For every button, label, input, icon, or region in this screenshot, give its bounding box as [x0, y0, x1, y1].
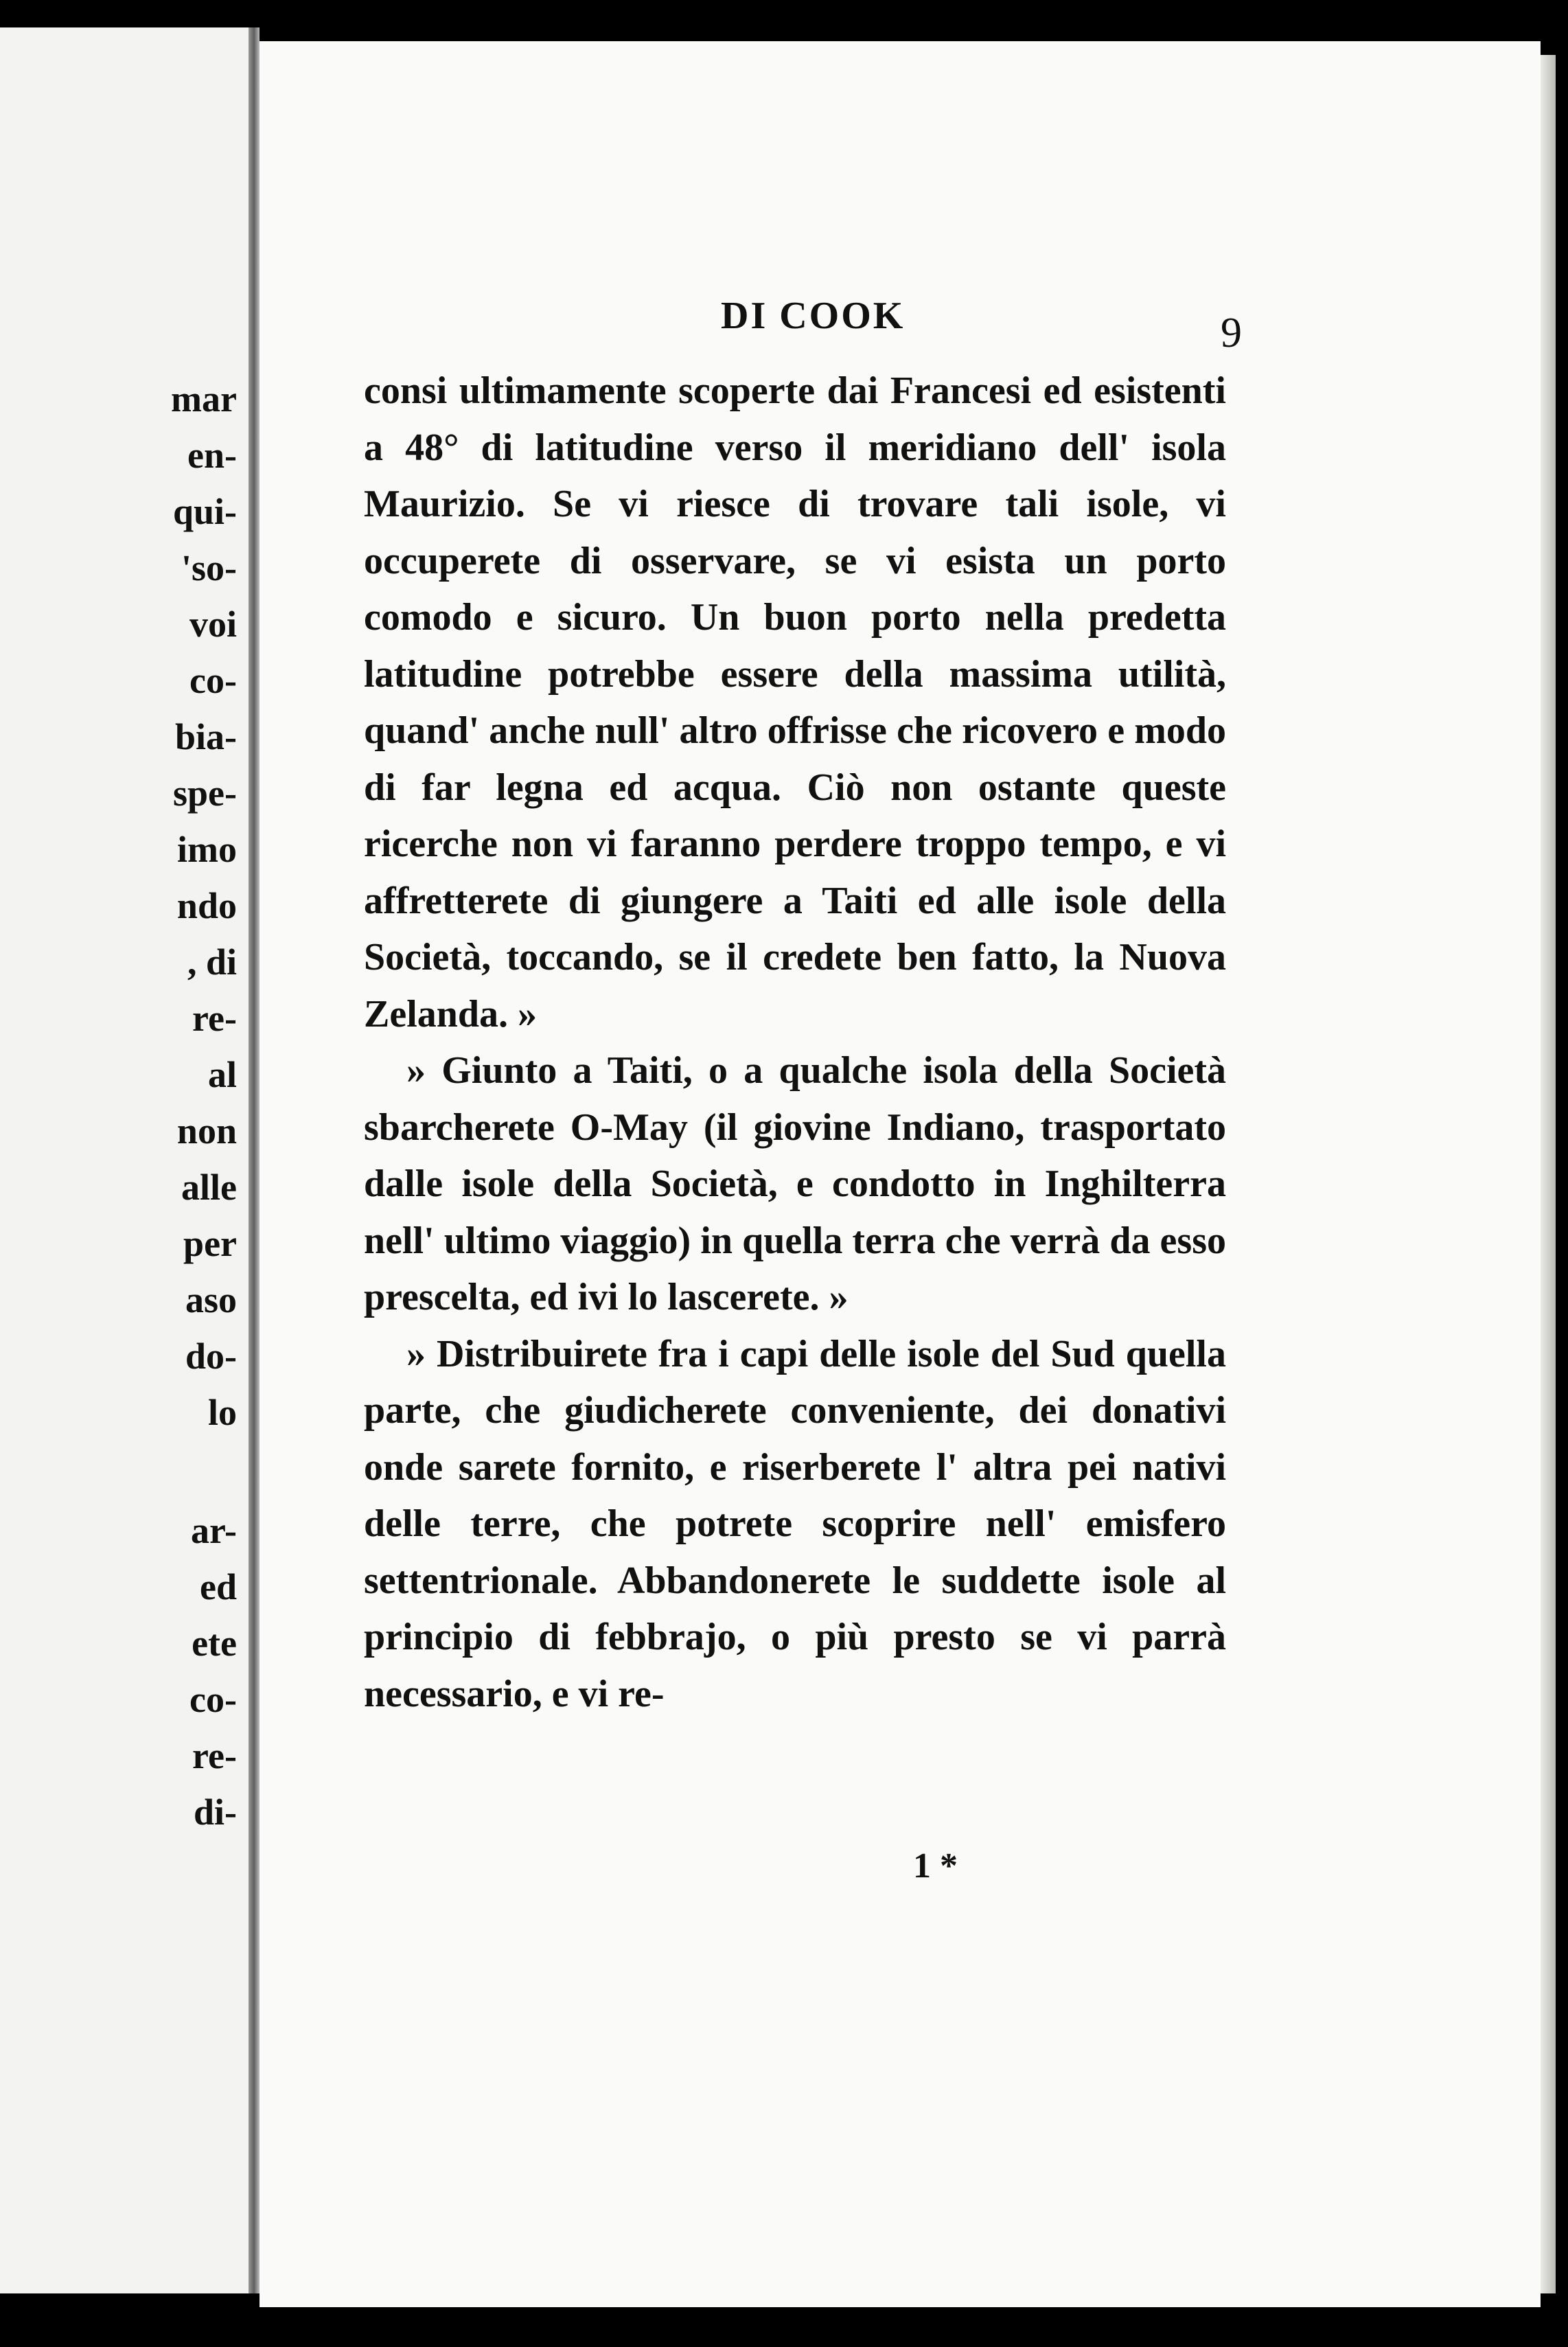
left-page — [0, 27, 251, 2293]
book-gutter — [249, 27, 260, 2293]
left-fragment: alle — [181, 1167, 237, 1208]
left-fragment: imo — [177, 829, 237, 870]
paragraph: » Distribuirete fra i capi delle isole del Sud quella parte, che giudicherete conveniente, dei donativi onde sarete fornito, e riserberete l' altra pei nativi delle terre, che potrete scoprire nell' emisfero settentrionale. Abbandonerete le suddette isole al principio di febbrajo, o più presto se vi parrà necessario, e vi re- — [364, 1332, 1226, 1715]
left-fragment: ete — [192, 1623, 237, 1664]
left-page-text-fragments — [0, 371, 237, 1840]
paragraph: » Giunto a Taiti, o a qualche isola della Società sbarcherete O-May (il giovine Indiano, trasportato dalle isole della Società, e condotto in Inghilterra nell' ultimo viaggio) in quella terra che verrà da esso prescelta, ed ivi lo lascerete. » — [364, 1049, 1226, 1318]
left-fragment: qui- — [172, 491, 237, 532]
left-fragment: ed — [200, 1566, 237, 1607]
body-text — [364, 363, 1226, 1722]
left-fragment: co- — [189, 660, 237, 701]
left-fragment: ndo — [176, 885, 237, 926]
left-fragment: al — [207, 1054, 237, 1095]
left-fragment: en- — [187, 435, 237, 476]
left-fragment: spe- — [173, 772, 237, 814]
left-fragment: aso — [185, 1279, 237, 1320]
left-fragment: , di — [187, 941, 237, 983]
left-paragraph-gap — [0, 1441, 237, 1502]
left-fragment: re- — [192, 998, 237, 1039]
left-fragment: lo — [207, 1392, 237, 1433]
left-fragment: mar — [171, 378, 237, 420]
left-fragment: co- — [189, 1679, 237, 1720]
left-fragment: do- — [185, 1336, 237, 1377]
left-fragment: voi — [189, 604, 237, 645]
left-fragment: per — [183, 1223, 237, 1264]
left-fragment: bia- — [174, 716, 237, 757]
paragraph: consi ultimamente scoperte dai Francesi ed esistenti a 48° di latitudine verso il meridiano dell' isola Maurizio. Se vi riesce di trovare tali isole, vi occuperete di osservare, se vi esista un porto comodo e sicuro. Un buon porto nella predetta latitudine potrebbe essere della massima utilità, quand' anche null' altro offrisse che ricovero e modo di far legna ed acqua. Ciò non ostante queste ricerche non vi faranno perdere troppo tempo, e vi affretterete di giungere a Taiti ed alle isole della Società, toccando, se il credete ben fatto, la Nuova Zelanda. » — [364, 369, 1226, 1035]
page-number: 9 — [1221, 310, 1242, 356]
signature-mark: 1 * — [913, 1846, 958, 1886]
left-fragment: ar- — [191, 1510, 237, 1551]
left-fragment: 'so- — [181, 547, 237, 588]
left-fragment: di- — [193, 1791, 237, 1833]
left-fragment: non — [176, 1110, 237, 1152]
running-head: DI COOK — [721, 295, 906, 337]
left-fragment: re- — [192, 1735, 237, 1776]
page-edge — [1541, 55, 1556, 2293]
